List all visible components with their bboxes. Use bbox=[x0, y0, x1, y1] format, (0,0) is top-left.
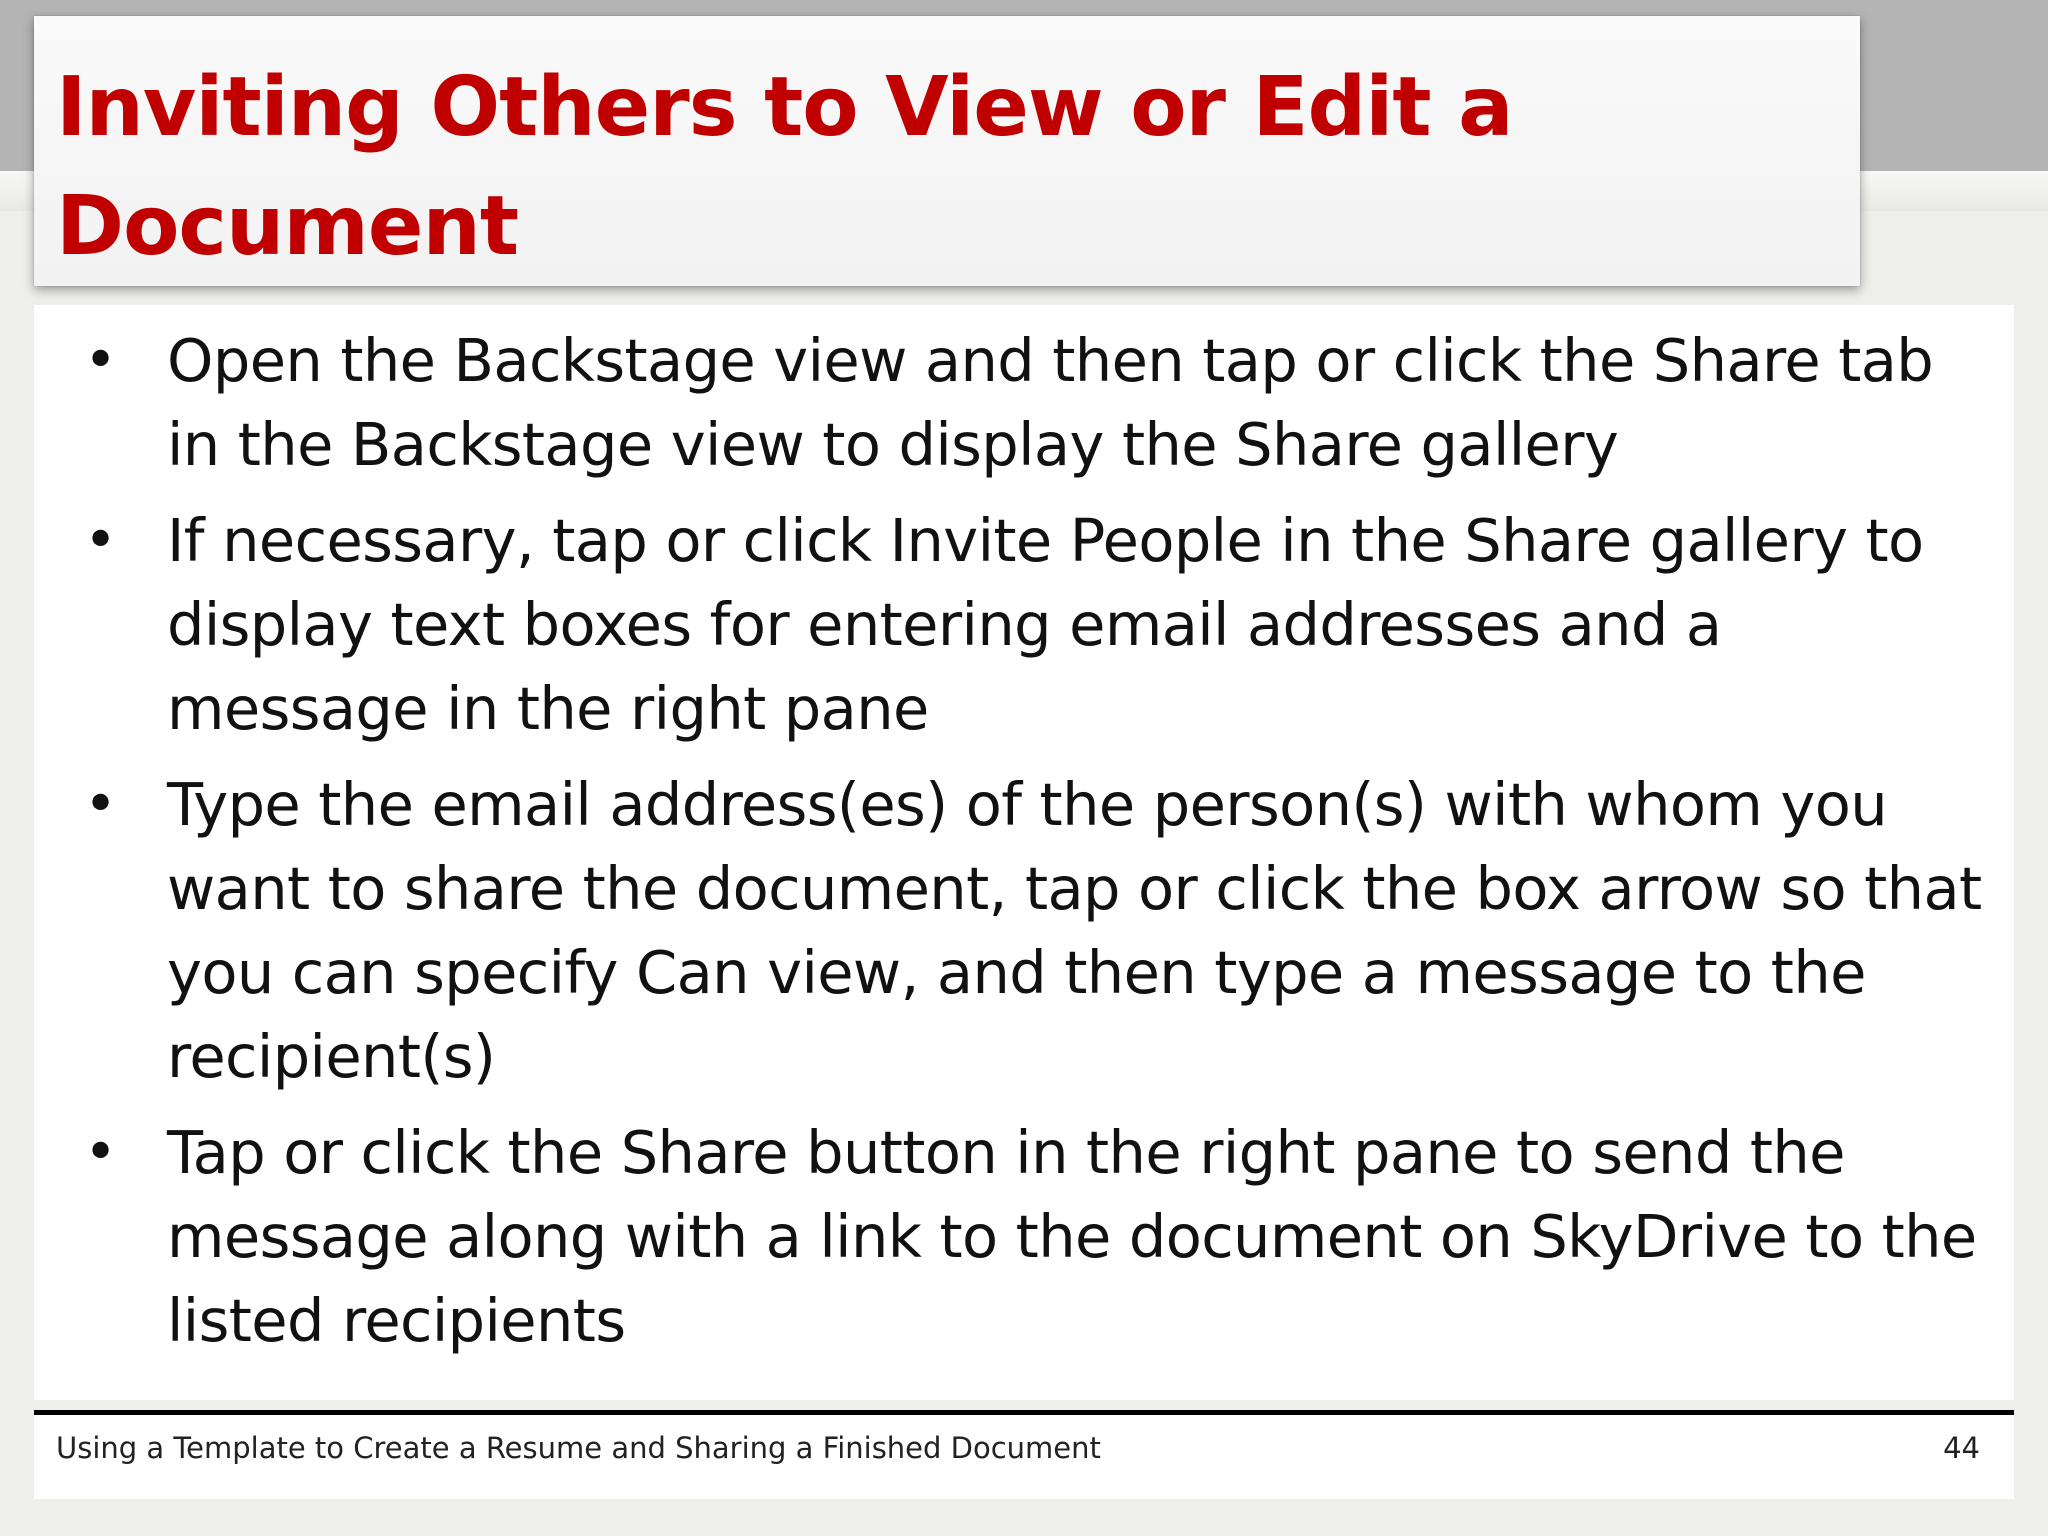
page-number: 44 bbox=[1943, 1431, 1980, 1465]
slide-title: Inviting Others to View or Edit a Document bbox=[56, 60, 1513, 274]
bullet-marker: • bbox=[84, 1120, 117, 1185]
bullet-text: If necessary, tap or click Invite People in the Share gallery to display text boxes for entering email addresses and a message in the right pane bbox=[167, 506, 1924, 743]
content-area bbox=[34, 305, 2014, 1400]
footer bbox=[34, 1415, 2014, 1499]
bullet-marker: • bbox=[84, 328, 117, 393]
bullet-marker: • bbox=[84, 772, 117, 837]
bullet-marker: • bbox=[84, 508, 117, 573]
bullet-item bbox=[54, 763, 1994, 1099]
footer-text: Using a Template to Create a Resume and Sharing a Finished Document bbox=[56, 1431, 1101, 1465]
bullet-text: Type the email address(es) of the person(s) with whom you want to share the document, tap or click the box arrow so that you can specify Can view, and then type a message to the recipient(s) bbox=[167, 770, 1982, 1091]
bullet-text: Tap or click the Share button in the right pane to send the message along with a link to the document on SkyDrive to the listed recipients bbox=[167, 1118, 1977, 1355]
bullet-item bbox=[54, 499, 1994, 751]
bullet-text: Open the Backstage view and then tap or click the Share tab in the Backstage view to display the Share gallery bbox=[167, 326, 1934, 479]
bullet-item bbox=[54, 1111, 1994, 1363]
bullet-list bbox=[54, 319, 1994, 1363]
title-box bbox=[34, 16, 1860, 286]
bullet-item bbox=[54, 319, 1994, 487]
